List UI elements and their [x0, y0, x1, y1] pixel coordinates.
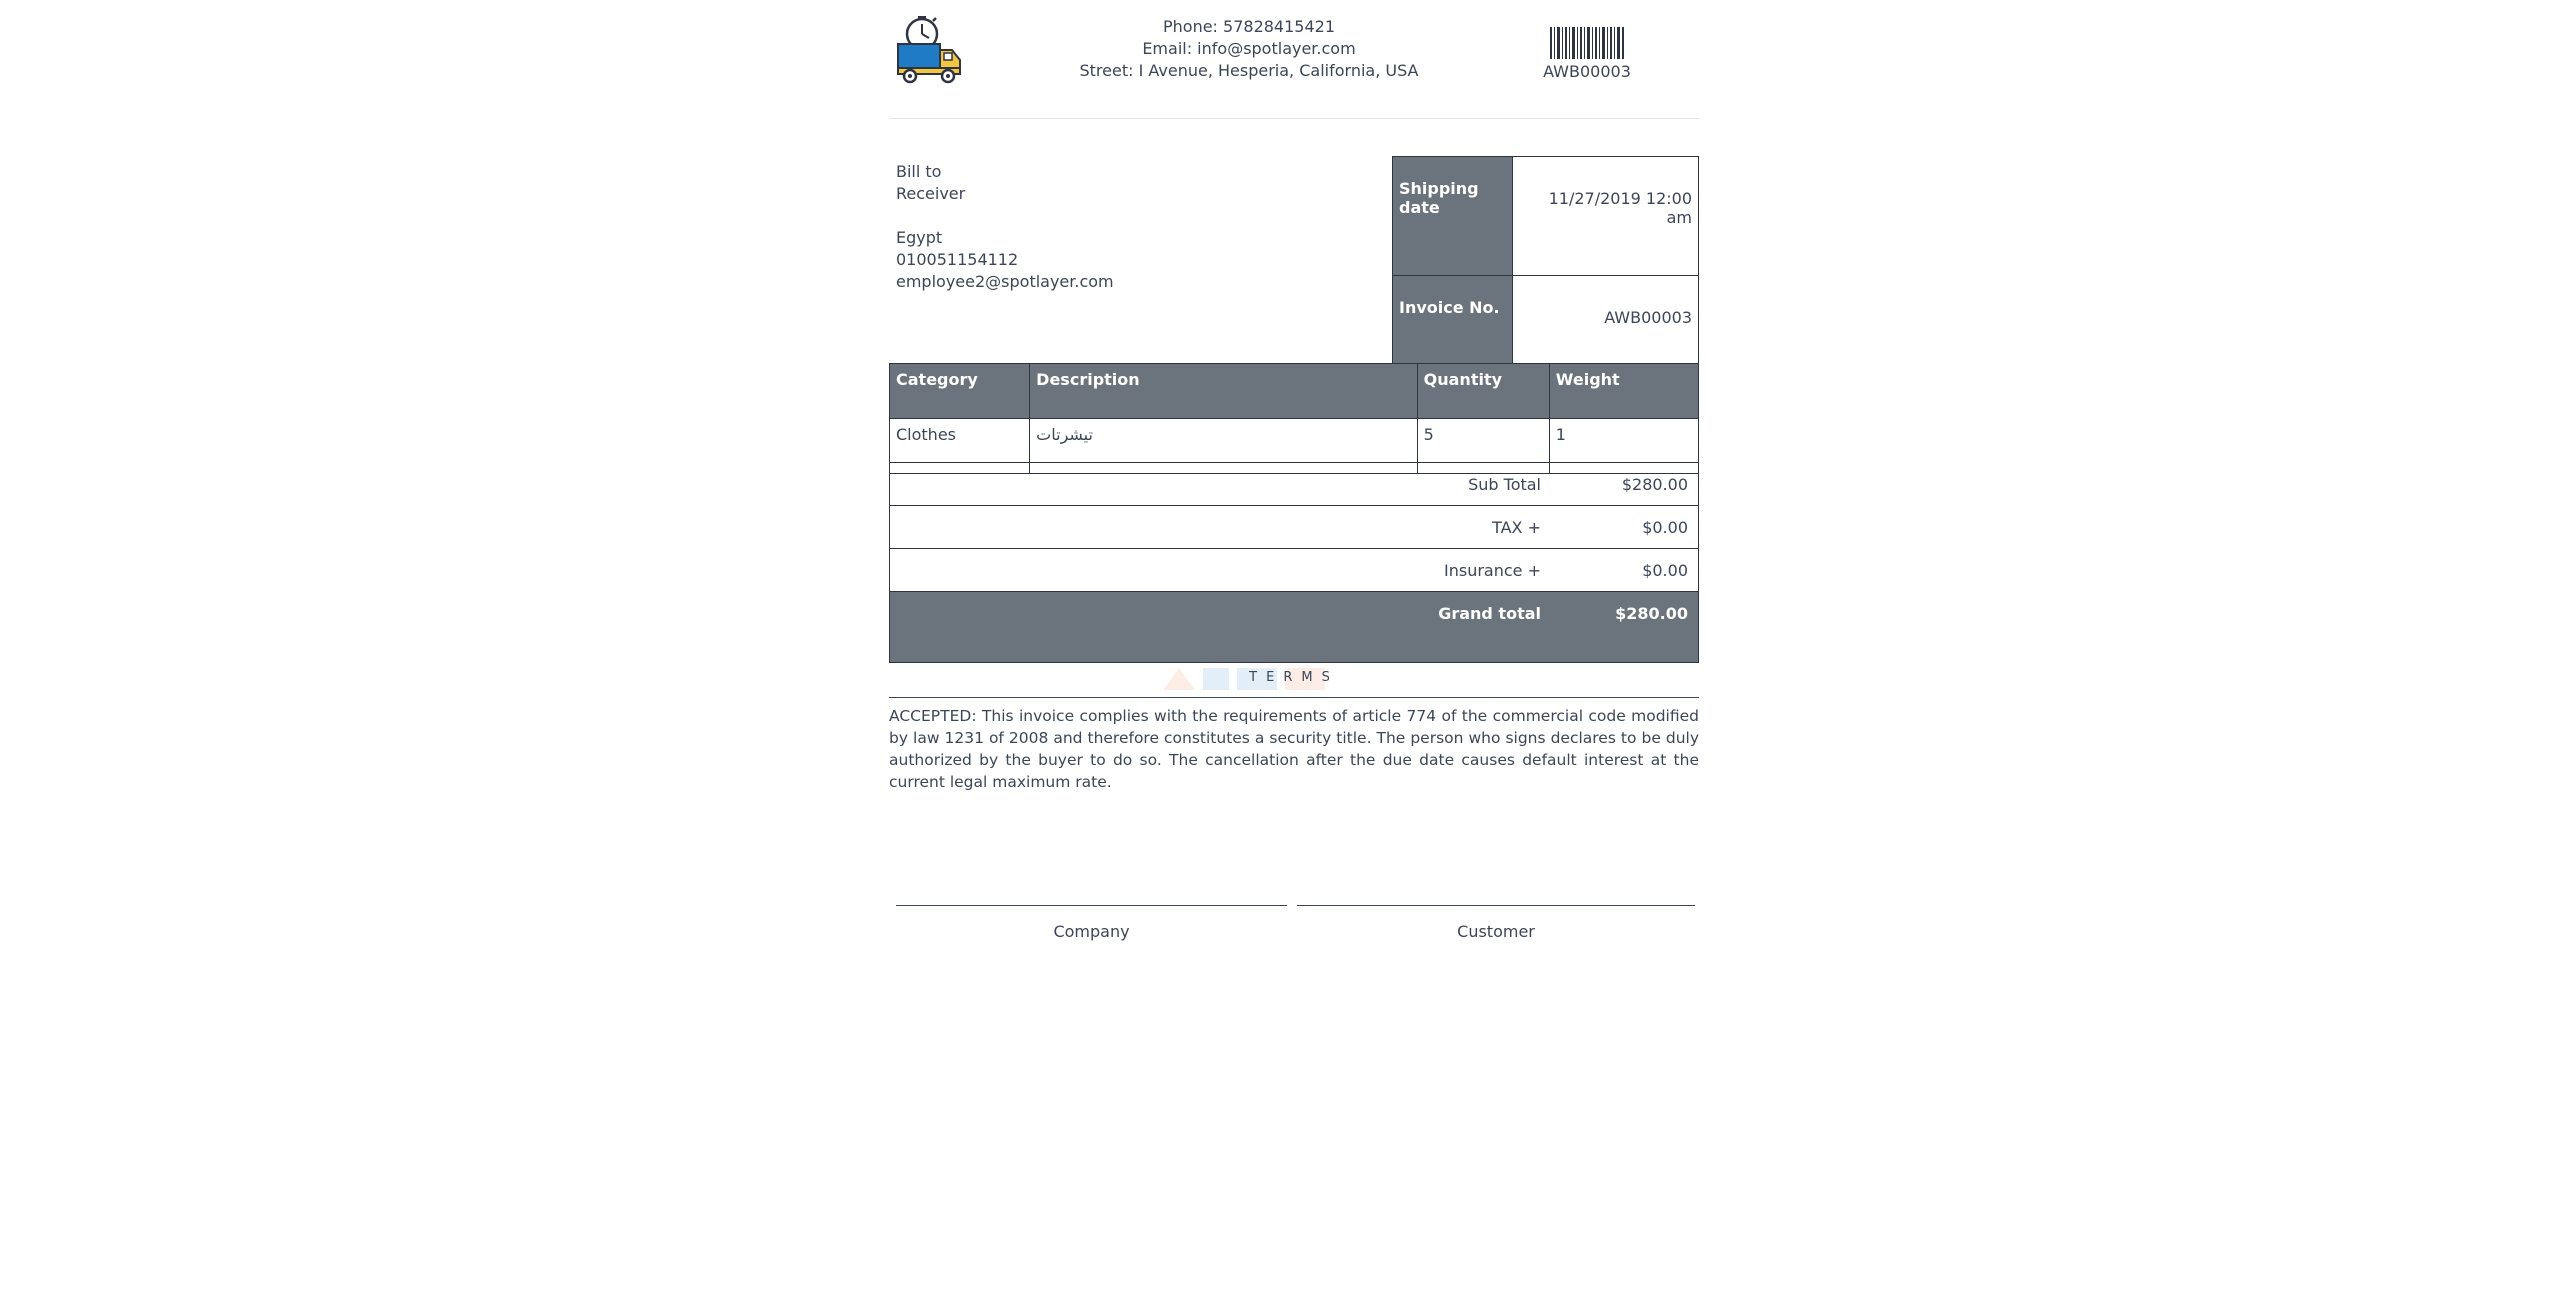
column-header-category: Category — [890, 364, 1030, 419]
invoice-no-label: Invoice No. — [1393, 276, 1513, 395]
item-quantity: 5 — [1417, 419, 1549, 474]
company-contact — [1069, 16, 1429, 82]
tax-label: TAX + — [890, 506, 1554, 549]
barcode-icon — [1550, 27, 1624, 59]
shipping-date-row — [1393, 157, 1699, 276]
customer-signature-label: Customer — [1457, 922, 1535, 941]
insurance-label: Insurance + — [890, 549, 1554, 592]
invoice-no-value: AWB00003 — [1513, 276, 1699, 395]
invoice-header — [889, 0, 1699, 119]
invoice-page — [889, 0, 1699, 941]
shipping-date-label: Shipping date — [1393, 157, 1513, 276]
terms-text: ACCEPTED: This invoice complies with the requirements of article 774 of the commercial code modified by law 1231 of 2008 and therefore constitutes a security title. The person who signs declares to be duly authorized by the buyer to do so. The cancellation after the due date causes default interest at the current legal maximum rate. — [889, 707, 1699, 791]
items-table — [889, 363, 1699, 474]
receiver-country: Egypt — [896, 228, 943, 247]
item-category: Clothes — [890, 419, 1030, 474]
company-signature-line — [896, 905, 1287, 906]
receiver-name: Receiver — [896, 184, 966, 203]
tax-value: $0.00 — [1553, 506, 1699, 549]
column-header-description: Description — [1030, 364, 1417, 419]
company-signature — [896, 905, 1287, 941]
column-header-weight: Weight — [1549, 364, 1698, 419]
items-header-row — [890, 364, 1699, 419]
delivery-truck-stopwatch-icon — [894, 14, 966, 86]
column-header-quantity: Quantity — [1417, 364, 1549, 419]
company-email: Email: info@spotlayer.com — [1142, 39, 1356, 58]
shipping-date-value: 11/27/2019 12:00 am — [1513, 157, 1699, 276]
grand-total-value: $280.00 — [1553, 592, 1699, 663]
barcode-number: AWB00003 — [1543, 62, 1631, 81]
grand-total-label: Grand total — [890, 592, 1554, 663]
bill-to-heading: Bill to — [896, 162, 942, 181]
receiver-phone: 010051154112 — [896, 250, 1019, 269]
tax-row — [890, 506, 1699, 549]
totals-table — [889, 462, 1699, 663]
item-weight: 1 — [1549, 419, 1698, 474]
grand-total-row — [890, 592, 1699, 663]
company-phone: Phone: 57828415421 — [1162, 17, 1335, 36]
company-street: Street: I Avenue, Hesperia, California, USA — [1079, 61, 1419, 80]
customer-signature-line — [1297, 905, 1695, 906]
sub-total-row — [890, 463, 1699, 506]
item-description: تيشرتات — [1030, 419, 1417, 474]
sub-total-value: $280.00 — [1553, 463, 1699, 506]
customer-signature — [1297, 905, 1695, 941]
invoice-info-table — [1392, 156, 1699, 395]
company-signature-label: Company — [1053, 922, 1130, 941]
barcode-block — [1539, 27, 1635, 81]
bill-to-block — [896, 161, 1114, 293]
insurance-value: $0.00 — [1553, 549, 1699, 592]
receiver-email: employee2@spotlayer.com — [896, 272, 1114, 291]
insurance-row — [890, 549, 1699, 592]
terms-title: TERMS — [1249, 670, 1339, 685]
sub-total-label: Sub Total — [890, 463, 1554, 506]
terms-divider — [889, 697, 1699, 698]
